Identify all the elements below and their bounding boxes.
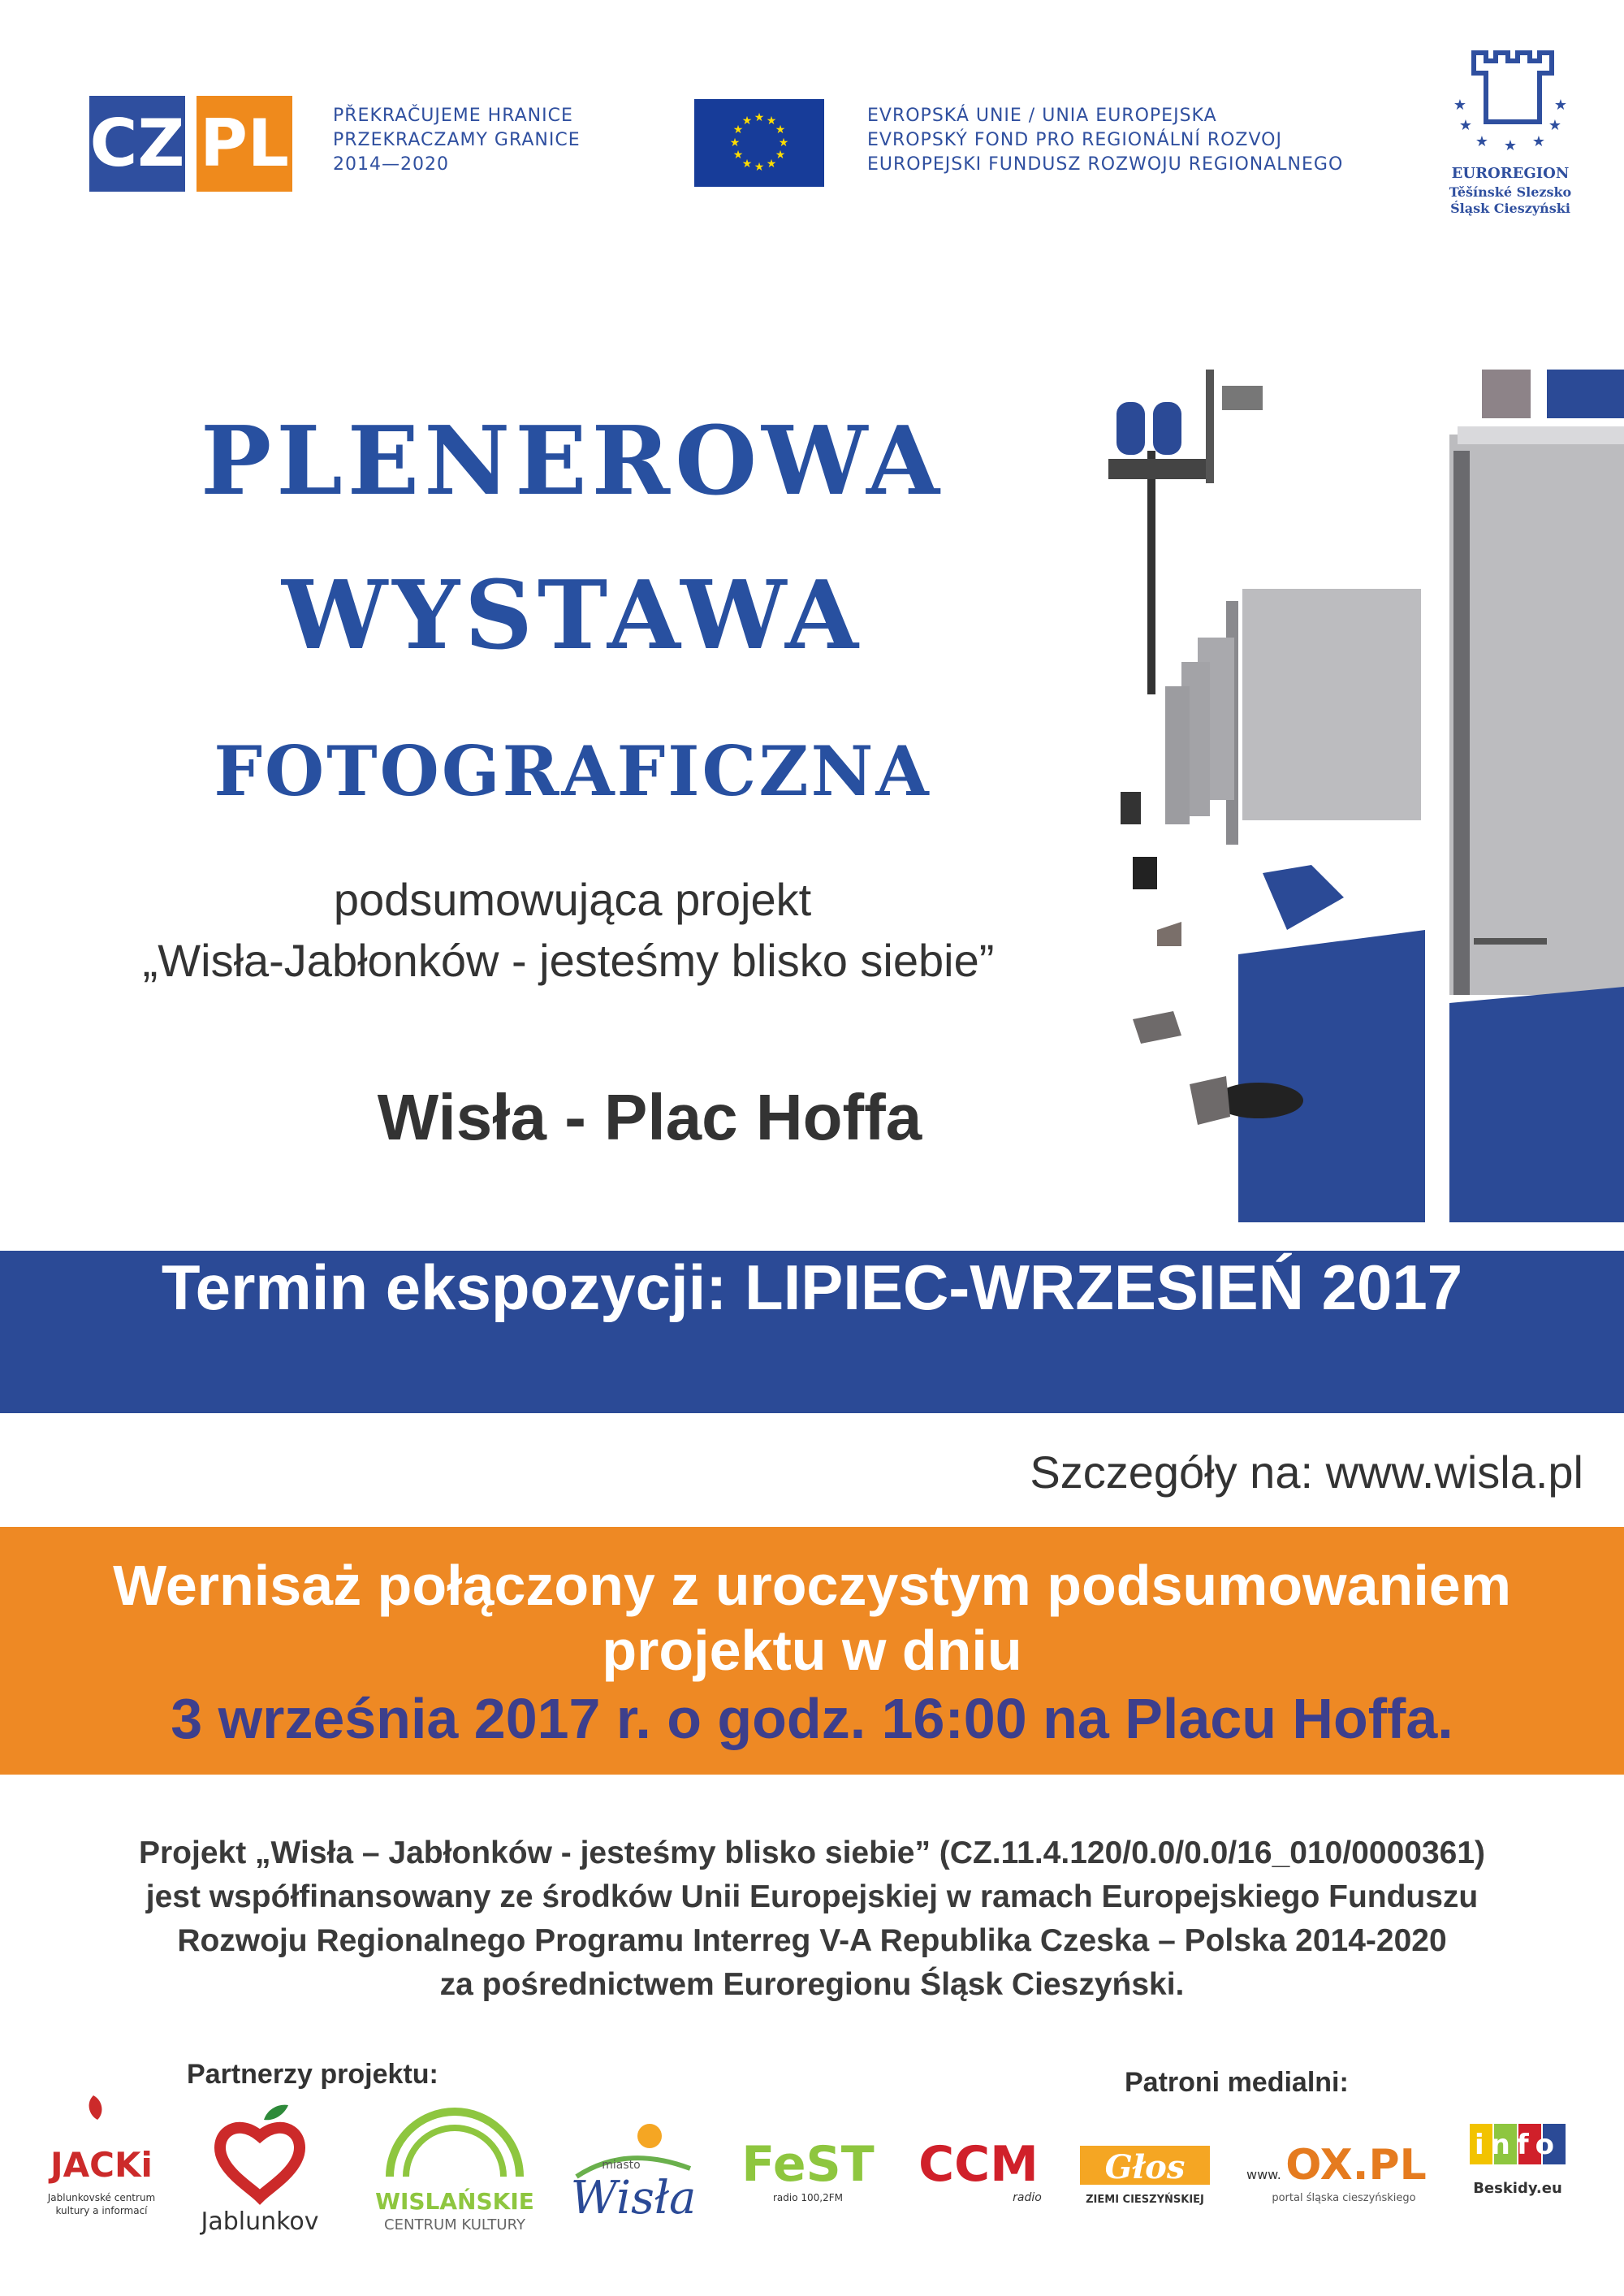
exhibition-dates-text: Termin ekspozycji: LIPIEC-WRZESIEŃ 2017	[161, 1252, 1463, 1323]
ccm-logo-sub: radio	[1013, 2191, 1042, 2204]
svg-text:★: ★	[1475, 133, 1489, 150]
patrons-label: Patroni medialni:	[1125, 2067, 1349, 2098]
vernissage-banner	[0, 1527, 1624, 1775]
eu-line: EUROPEJSKI FUNDUSZ ROZWOJU REGIONALNEGO	[867, 154, 1344, 175]
svg-text:★: ★	[766, 115, 777, 128]
details-link[interactable]: Szczegóły na: www.wisla.pl	[1030, 1446, 1583, 1498]
partners-label: Partnerzy projektu:	[187, 2059, 438, 2090]
jacki-logo	[37, 2087, 166, 2242]
euroregion-sub-cz: Těšínské Slezsko	[1449, 184, 1572, 200]
eu-line: EVROPSKÁ UNIE / UNIA EUROPEJSKA	[867, 106, 1217, 126]
svg-text:★: ★	[1548, 117, 1562, 134]
title-line-3: FOTOGRAFICZNA	[214, 731, 931, 811]
svg-text:★: ★	[766, 158, 777, 171]
svg-text:★: ★	[741, 158, 753, 171]
svg-text:★: ★	[754, 161, 765, 174]
funding-line: Rozwoju Regionalnego Programu Interreg V-A Republika Czeska – Polska 2014-2020	[177, 1923, 1447, 1958]
ox-logo-text: OX.PL	[1285, 2141, 1427, 2190]
ccm-logo-text: CCM	[918, 2136, 1039, 2193]
ox-logo-prefix: www.	[1246, 2167, 1281, 2182]
wisla-logo-text: Wisła	[570, 2172, 697, 2225]
exhibition-dates-banner	[0, 1251, 1624, 1413]
svg-text:★: ★	[1503, 137, 1518, 154]
wislanskie-logo-text: WISLAŃSKIE	[375, 2188, 534, 2215]
vernissage-line-1: Wernisaż połączony z uroczystym podsumowaniem	[113, 1554, 1511, 1617]
svg-text:★: ★	[732, 149, 744, 162]
svg-text:★: ★	[1458, 117, 1473, 134]
jacki-logo-sub2: kultury a informací	[55, 2205, 148, 2216]
svg-text:★: ★	[729, 136, 741, 149]
subtitle-line-2: „Wisła-Jabłonków - jesteśmy blisko siebie”	[142, 935, 995, 986]
svg-text:★: ★	[1553, 97, 1568, 114]
subtitle-line-1: podsumowująca projekt	[333, 874, 812, 925]
info-logo-text: info	[1474, 2129, 1561, 2161]
czpl-slogan-line: PRZEKRACZAMY GRANICE	[333, 130, 581, 150]
jacki-logo-sub1: Jablunkovské centrum	[47, 2192, 156, 2203]
czpl-slogan-line: 2014—2020	[333, 154, 449, 175]
ccm-radio-logo	[905, 2087, 1052, 2242]
event-place: Wisła - Plac Hoffa	[377, 1081, 922, 1153]
glos-logo-text: Głos	[1104, 2148, 1186, 2186]
fest-radio-logo	[735, 2087, 881, 2242]
fest-logo-text: FeST	[741, 2136, 875, 2193]
czpl-logo-pl: PL	[197, 96, 292, 192]
ox-logo-sub: portal śląska cieszyńskiego	[1272, 2192, 1416, 2204]
euroregion-subtitle	[1429, 184, 1592, 217]
eu-fund-text	[867, 104, 1436, 177]
jablunkov-logo-text: Jablunkov	[201, 2207, 319, 2236]
glos-logo-sub: ZIEMI CIESZYŃSKIEJ	[1086, 2194, 1204, 2206]
czpl-logo-cz: CZ	[89, 96, 185, 192]
vernissage-line-2: projektu w dniu	[602, 1619, 1022, 1682]
info-beskidy-logo	[1462, 2087, 1575, 2242]
czpl-logo	[89, 96, 309, 193]
svg-text:★: ★	[732, 123, 744, 136]
title-line-1: PLENEROWA	[201, 406, 944, 517]
svg-text:★: ★	[775, 123, 786, 136]
funding-line: za pośrednictwem Euroregionu Śląsk Cieszyński.	[439, 1967, 1185, 2002]
czpl-slogan	[333, 104, 641, 177]
svg-text:★: ★	[754, 111, 765, 124]
euroregion-sub-pl: Śląsk Cieszyński	[1450, 201, 1570, 216]
fest-logo-sub: radio 100,2FM	[772, 2192, 844, 2203]
castle-tower-icon	[1429, 45, 1592, 162]
ox-pl-logo	[1238, 2087, 1441, 2242]
wislanskie-logo-sub: CENTRUM KULTURY	[384, 2216, 525, 2233]
eu-flag-icon	[694, 99, 824, 187]
svg-text:★: ★	[775, 149, 786, 162]
vernissage-date: 3 września 2017 r. o godz. 16:00 na Placu Hoffa.	[171, 1687, 1453, 1750]
title-line-2: WYSTAWA	[282, 560, 863, 671]
info-logo-sub: Beskidy.eu	[1473, 2180, 1562, 2197]
glos-ziemi-logo	[1072, 2087, 1218, 2242]
jacki-logo-text: JACKi	[50, 2145, 153, 2185]
exhibition-photo-illustration	[1084, 370, 1624, 1222]
eu-line: EVROPSKÝ FOND PRO REGIONÁLNÍ ROZVOJ	[867, 130, 1282, 150]
wislanskie-centrum-logo	[374, 2087, 536, 2242]
svg-text:★: ★	[778, 136, 789, 149]
euroregion-name: EUROREGION	[1451, 165, 1570, 182]
funding-line: jest współfinansowany ze środków Unii Europejskiej w ramach Europejskiego Funduszu	[145, 1879, 1479, 1914]
euroregion-logo	[1429, 45, 1592, 231]
funding-statement	[49, 1831, 1575, 2007]
wisla-logo-sub: miasto	[602, 2159, 641, 2172]
wisla-city-logo	[560, 2087, 706, 2242]
jablunkov-logo	[195, 2087, 325, 2242]
svg-text:★: ★	[1453, 97, 1467, 114]
czpl-slogan-line: PŘEKRAČUJEME HRANICE	[333, 106, 573, 126]
funding-line: Projekt „Wisła – Jabłonków - jesteśmy blisko siebie” (CZ.11.4.120/0.0/0.0/16_010/0000361)	[138, 1836, 1486, 1870]
svg-text:★: ★	[1531, 133, 1546, 150]
svg-text:★: ★	[741, 115, 753, 128]
